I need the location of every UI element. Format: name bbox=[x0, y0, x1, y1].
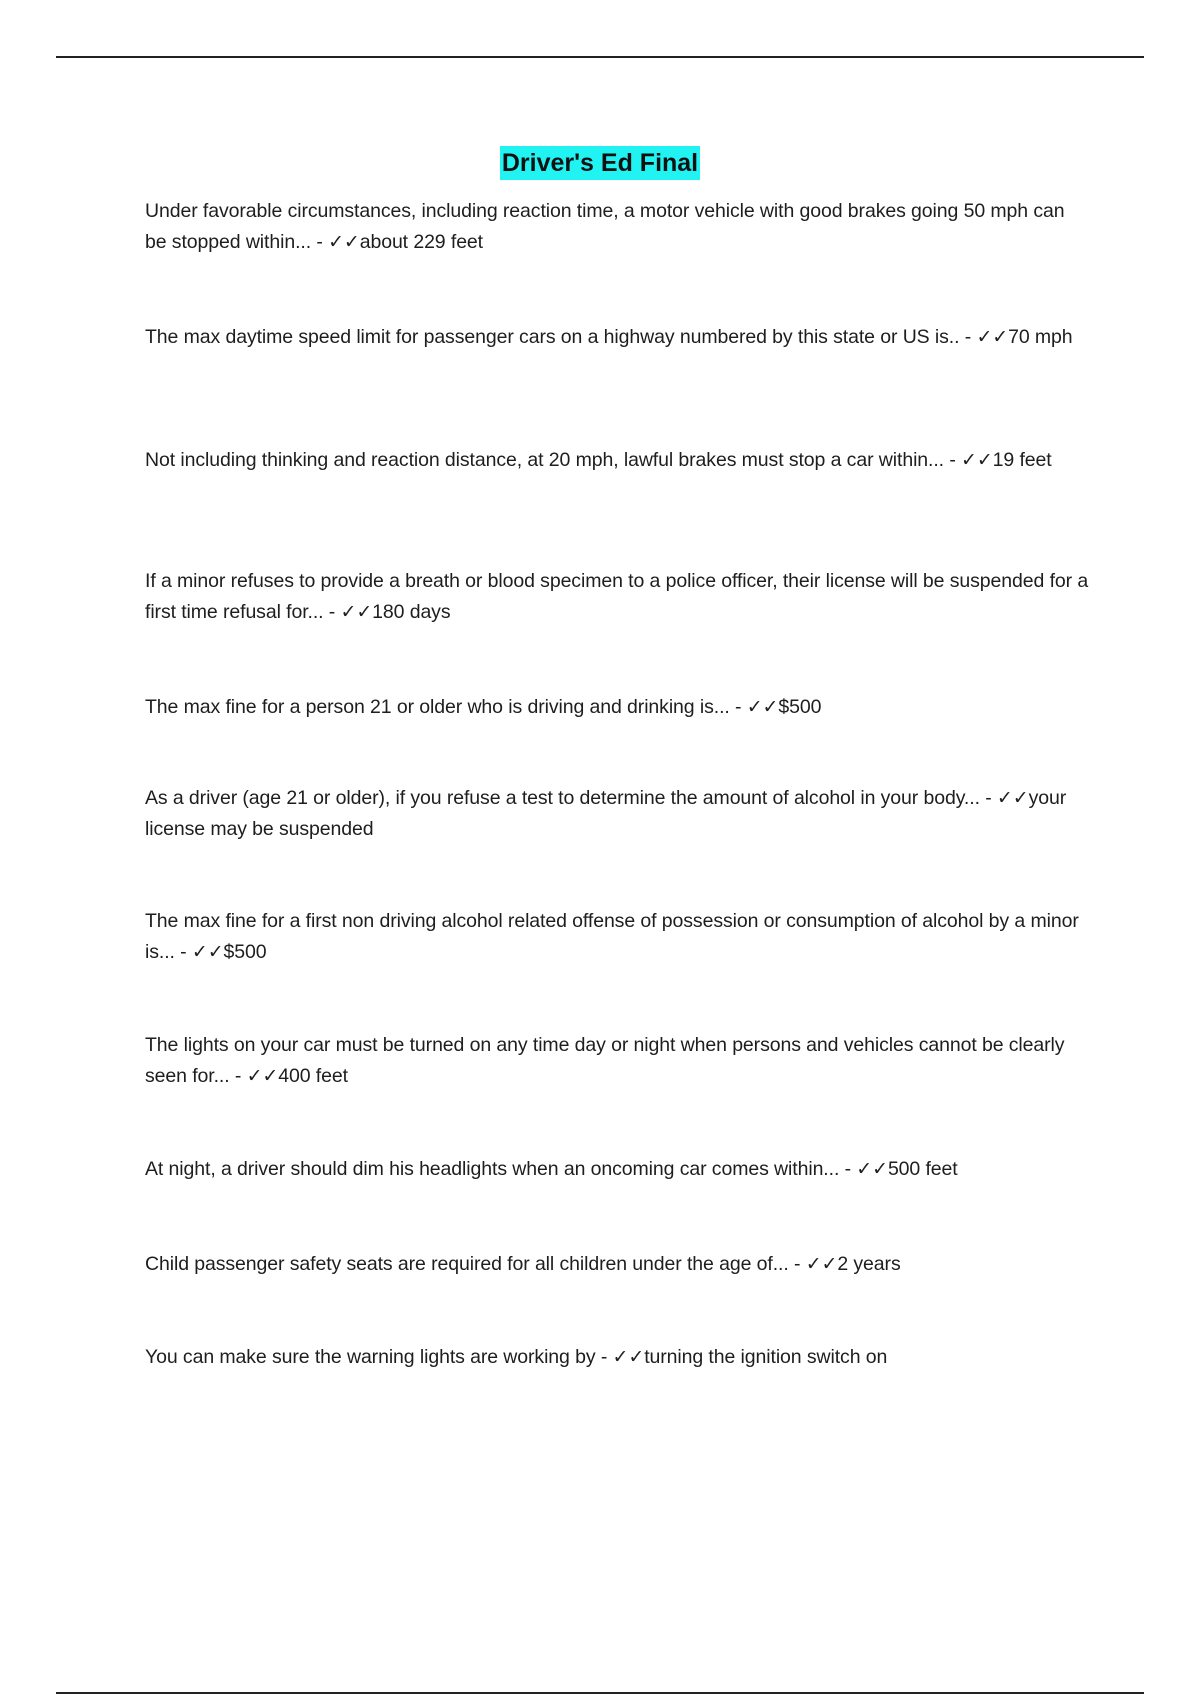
separator: - bbox=[788, 1253, 806, 1275]
question-text: You can make sure the warning lights are working by bbox=[145, 1346, 596, 1368]
separator: - bbox=[959, 326, 977, 348]
question-text: If a minor refuses to provide a breath or blood specimen to a police officer, their license will be suspended for a first time refusal for... bbox=[145, 570, 1089, 623]
question-text: The max fine for a person 21 or older who is driving and drinking is... bbox=[145, 696, 730, 718]
question-text: The max daytime speed limit for passenger cars on a highway numbered by this state or US is.. bbox=[145, 326, 960, 348]
separator: - bbox=[979, 787, 997, 809]
answer-text: about 229 feet bbox=[359, 231, 483, 253]
question-text: The lights on your car must be turned on any time day or night when persons and vehicles cannot be clearly seen for... bbox=[145, 1034, 1065, 1087]
answer-text: 19 feet bbox=[992, 449, 1052, 471]
double-check-icon: ✓✓ bbox=[612, 1346, 645, 1368]
double-check-icon: ✓✓ bbox=[340, 601, 373, 623]
double-check-icon: ✓✓ bbox=[805, 1253, 838, 1275]
separator: - bbox=[595, 1346, 613, 1368]
double-check-icon: ✓✓ bbox=[746, 696, 779, 718]
top-divider bbox=[56, 56, 1144, 58]
separator: - bbox=[944, 449, 962, 471]
separator: - bbox=[323, 601, 341, 623]
question-text: Child passenger safety seats are required for all children under the age of... bbox=[145, 1253, 789, 1275]
question-text: Not including thinking and reaction distance, at 20 mph, lawful brakes must stop a car within... bbox=[145, 449, 944, 471]
answer-text: turning the ignition switch on bbox=[644, 1346, 888, 1368]
answer-text: 400 feet bbox=[278, 1065, 348, 1087]
qa-item-7 bbox=[145, 906, 1090, 968]
separator: - bbox=[229, 1065, 247, 1087]
question-text: At night, a driver should dim his headlights when an oncoming car comes within... bbox=[145, 1158, 840, 1180]
double-check-icon: ✓✓ bbox=[976, 326, 1009, 348]
qa-item-6 bbox=[145, 783, 1090, 845]
document-title: Driver's Ed Final bbox=[500, 146, 700, 180]
qa-item-10 bbox=[145, 1249, 1090, 1280]
answer-text: 70 mph bbox=[1008, 326, 1073, 348]
qa-item-3 bbox=[145, 445, 1090, 476]
double-check-icon: ✓✓ bbox=[996, 787, 1029, 809]
qa-item-4 bbox=[145, 566, 1090, 628]
qa-item-1 bbox=[145, 196, 1090, 258]
qa-item-2 bbox=[145, 322, 1090, 353]
question-text: The max fine for a first non driving alcohol related offense of possession or consumption of alcohol by a minor is... bbox=[145, 910, 1079, 963]
separator: - bbox=[174, 941, 192, 963]
question-text: As a driver (age 21 or older), if you refuse a test to determine the amount of alcohol in your body... bbox=[145, 787, 980, 809]
question-text: Under favorable circumstances, including reaction time, a motor vehicle with good brakes going 50 mph can be stopped within... bbox=[145, 200, 1065, 253]
double-check-icon: ✓✓ bbox=[856, 1158, 888, 1180]
separator: - bbox=[839, 1158, 857, 1180]
answer-text: 180 days bbox=[372, 601, 451, 623]
separator: - bbox=[729, 696, 747, 718]
qa-item-11 bbox=[145, 1342, 1090, 1373]
qa-item-8 bbox=[145, 1030, 1090, 1092]
title-container bbox=[0, 146, 1200, 180]
qa-item-9 bbox=[145, 1154, 1090, 1185]
answer-text: 2 years bbox=[837, 1253, 901, 1275]
double-check-icon: ✓✓ bbox=[961, 449, 993, 471]
answer-text: 500 feet bbox=[887, 1158, 958, 1180]
answer-text: $500 bbox=[778, 696, 822, 718]
double-check-icon: ✓✓ bbox=[328, 231, 360, 253]
double-check-icon: ✓✓ bbox=[246, 1065, 279, 1087]
bottom-divider bbox=[56, 1692, 1144, 1694]
double-check-icon: ✓✓ bbox=[191, 941, 224, 963]
qa-item-5 bbox=[145, 692, 1090, 723]
answer-text: your license may be suspended bbox=[145, 787, 1067, 840]
answer-text: $500 bbox=[223, 941, 267, 963]
separator: - bbox=[311, 231, 329, 253]
